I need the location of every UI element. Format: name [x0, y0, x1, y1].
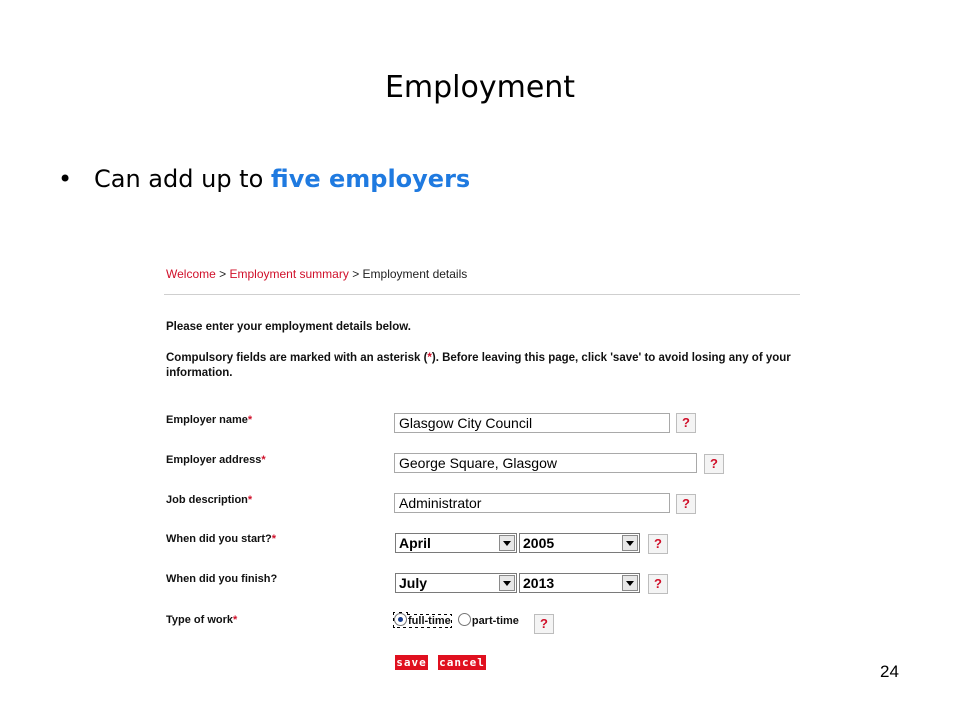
start-date-help-button[interactable]: ? — [648, 534, 668, 554]
type-of-work-radio-group — [394, 613, 519, 627]
job-description-input[interactable]: Administrator — [394, 493, 670, 513]
breadcrumb-employment-summary[interactable]: Employment summary — [229, 267, 349, 281]
finish-month-select[interactable] — [395, 573, 517, 593]
part-time-label[interactable]: part-time — [471, 615, 519, 627]
type-of-work-help-button[interactable]: ? — [534, 614, 554, 634]
start-date-label: When did you start?* — [166, 533, 277, 545]
full-time-label[interactable]: full-time — [408, 615, 451, 627]
page-number: 24 — [880, 662, 899, 681]
bullet-highlight: five employers — [270, 165, 471, 193]
breadcrumb-welcome[interactable]: Welcome — [166, 267, 216, 281]
employment-form-screenshot — [164, 258, 804, 678]
intro-text: Please enter your employment details below. — [166, 321, 411, 333]
chevron-down-icon[interactable] — [499, 535, 515, 551]
bullet-text: Can add up to — [94, 165, 271, 193]
breadcrumb-separator: > — [348, 267, 363, 281]
start-year-select[interactable] — [519, 533, 640, 553]
finish-year-value: 2013 — [523, 575, 555, 591]
note-asterisk: * — [427, 352, 432, 364]
employer-address-help-button[interactable]: ? — [704, 454, 724, 474]
type-of-work-label: Type of work* — [166, 614, 238, 626]
start-month-value: April — [399, 535, 431, 551]
breadcrumb — [166, 267, 467, 281]
chevron-down-icon[interactable] — [622, 535, 638, 551]
job-description-label: Job description* — [166, 494, 253, 506]
job-description-help-button[interactable]: ? — [676, 494, 696, 514]
note-text-start: Compulsory fields are marked with an asterisk ( — [166, 352, 428, 364]
bullet-icon: • — [58, 165, 73, 193]
employer-name-help-button[interactable]: ? — [676, 413, 696, 433]
save-button[interactable]: save — [396, 656, 427, 669]
chevron-down-icon[interactable] — [499, 575, 515, 591]
finish-date-help-button[interactable]: ? — [648, 574, 668, 594]
start-month-select[interactable] — [395, 533, 517, 553]
employer-address-label: Employer address* — [166, 454, 266, 466]
employer-name-input[interactable]: Glasgow City Council — [394, 413, 670, 433]
full-time-option[interactable] — [394, 615, 451, 627]
full-time-radio[interactable] — [394, 613, 407, 626]
finish-month-value: July — [399, 575, 428, 591]
employer-address-input[interactable]: George Square, Glasgow — [394, 453, 697, 473]
part-time-option[interactable] — [458, 615, 519, 627]
finish-year-select[interactable] — [519, 573, 640, 593]
note-text-end: ). Before leaving this page, click 'save' to avoid losing any of your information. — [166, 352, 791, 379]
breadcrumb-separator: > — [215, 267, 230, 281]
bullet-point — [58, 165, 470, 193]
divider — [164, 294, 800, 295]
employer-name-label: Employer name* — [166, 414, 253, 426]
part-time-radio[interactable] — [458, 613, 471, 626]
finish-date-label: When did you finish? — [166, 573, 278, 585]
start-year-value: 2005 — [523, 535, 555, 551]
chevron-down-icon[interactable] — [622, 575, 638, 591]
breadcrumb-current: Employment details — [362, 267, 468, 281]
cancel-button[interactable]: cancel — [439, 656, 485, 669]
slide-title: Employment — [384, 70, 576, 105]
compulsory-note — [166, 351, 806, 381]
